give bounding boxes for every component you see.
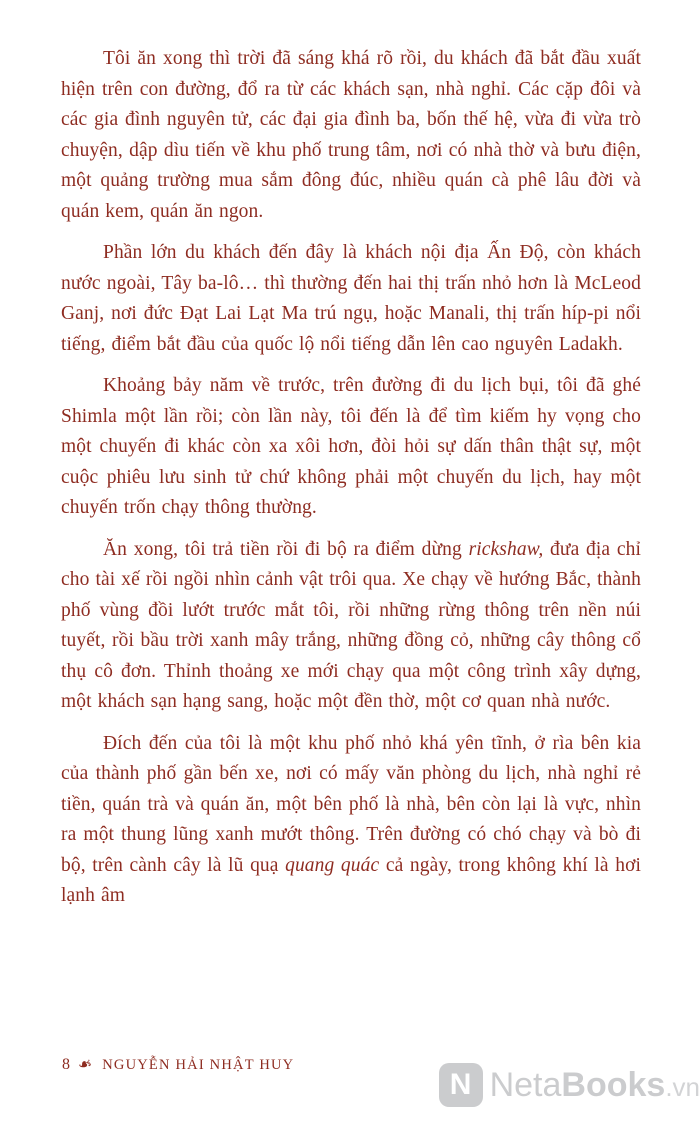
brand-bold: Books	[561, 1066, 666, 1104]
text-segment: đưa địa chỉ cho tài xế rồi ngồi nhìn cảnh vật trôi qua. Xe chạy về hướng Bắc, thành phố vùng đồi lướt trước mắt tôi, rồi những rừng thông trên nền núi tuyết, rồi bầu trời xanh mây trắng, những đồng cỏ, những cây thông cổ thụ cô đơn. Thỉnh thoảng xe mới chạy qua một công trình xây dựng, một khách sạn hạng sang, hoặc một đền thờ, một cơ quan nhà nước.	[61, 538, 641, 712]
netabooks-logo-icon	[439, 1063, 483, 1107]
text-segment: Phần lớn du khách đến đây là khách nội địa Ấn Độ, còn khách nước ngoài, Tây ba-lô… thì thường đến hai thị trấn nhỏ hơn là McLeod Ganj, nơi đức Đạt Lai Lạt Ma trú ngụ, hoặc Manali, thị trấn híp-pi nổi tiếng, điểm bắt đầu của quốc lộ nổi tiếng dẫn lên cao nguyên Ladakh.	[61, 242, 641, 355]
fleuron-icon: ❧	[76, 1053, 94, 1076]
text-segment: Khoảng bảy năm về trước, trên đường đi du lịch bụi, tôi đã ghé Shimla một lần rồi; còn lần này, tôi đến là để tìm kiếm hy vọng cho một chuyến đi khác còn xa xôi hơn, đòi hỏi sự dấn thân thật sự, một cuộc phiêu lưu sinh tử chứ không phải một chuyến du lịch, hay một chuyến trốn chạy thông thường.	[61, 375, 641, 518]
paragraph	[61, 535, 641, 718]
page-number: 8	[62, 1056, 70, 1073]
text-segment: Đích đến của tôi là một khu phố nhỏ khá yên tĩnh, ở rìa bên kia của thành phố gần bến xe, nơi có mấy văn phòng du lịch, nhà nghỉ rẻ tiền, quán trà và quán ăn, một bên phố là nhà, bên còn lại là vực, nhìn ra một thung lũng xanh mướt thông. Trên đường có chó chạy và bò đi bộ, trên cành cây là lũ quạ	[61, 732, 641, 876]
body-text	[61, 44, 641, 923]
watermark-text	[490, 1068, 700, 1102]
paragraph	[61, 371, 641, 524]
text-segment: Ăn xong, tôi trả tiền rồi đi bộ ra điểm dừng	[103, 538, 469, 560]
paragraph	[61, 44, 641, 227]
paragraph	[61, 238, 641, 360]
italic-text-segment: quang quác	[285, 854, 380, 876]
netabooks-watermark	[439, 1063, 700, 1107]
page-footer	[62, 1055, 294, 1075]
brand-suffix: .vn	[665, 1072, 700, 1102]
brand-regular: Neta	[489, 1066, 562, 1104]
text-segment: Tôi ăn xong thì trời đã sáng khá rõ rồi, du khách đã bắt đầu xuất hiện trên con đường, đổ ra từ các khách sạn, nhà nghỉ. Các cặp đôi và các gia đình nguyên tử, các đại gia đình ba, bốn thế hệ, vừa đi vừa trò chuyện, dập dìu tiến về khu phố trung tâm, nơi có nhà thờ và bưu điện, một quảng trường mua sắm đông đúc, nhiều quán cà phê lâu đời và quán kem, quán ăn ngon.	[61, 48, 641, 222]
logo-letter: N	[449, 1068, 472, 1101]
italic-text-segment: rickshaw,	[468, 538, 544, 560]
paragraph	[61, 729, 641, 912]
author-name: NGUYỄN HẢI NHẬT HUY	[102, 1056, 295, 1073]
text-segment: cả ngày, trong không khí là hơi lạnh âm	[61, 854, 642, 906]
